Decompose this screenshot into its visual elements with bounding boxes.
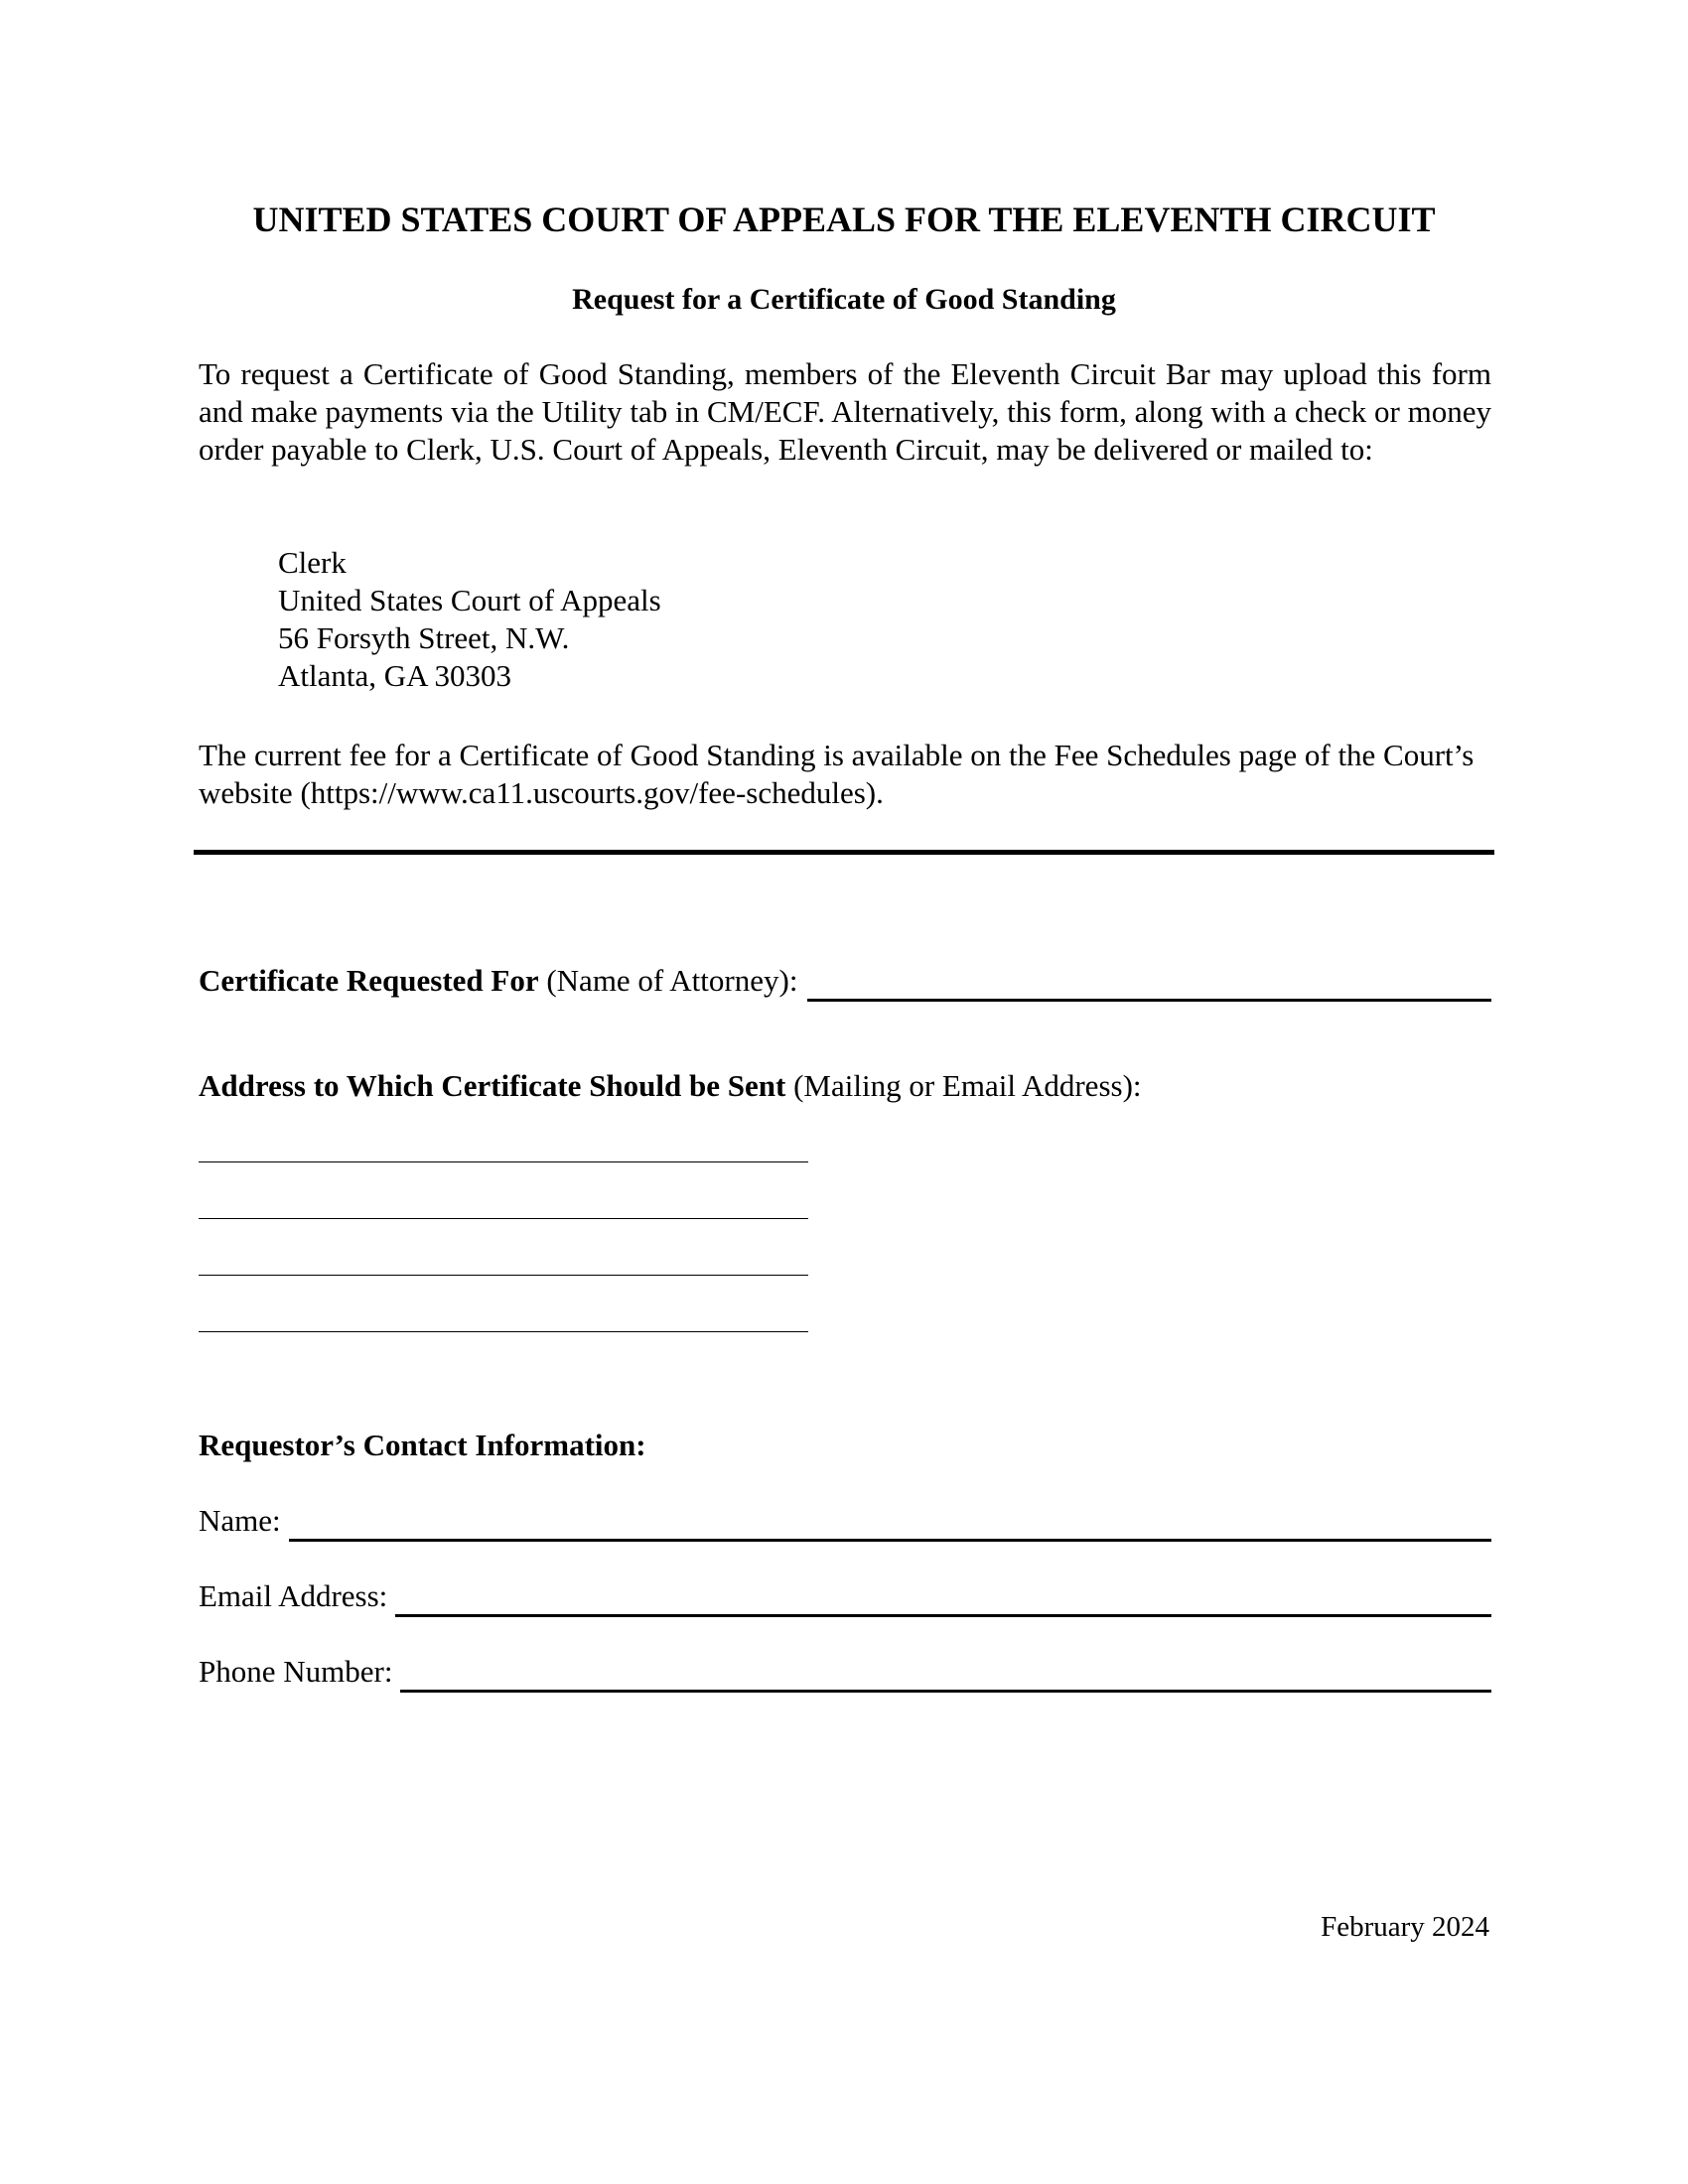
send-address-heading [199,1066,1142,1106]
contact-phone-label: Phone Number: [199,1654,393,1689]
contact-name-row [199,1501,1491,1542]
certificate-for-row [199,961,1491,1002]
revision-date: February 2024 [1321,1911,1489,1943]
contact-phone-row [199,1652,1491,1693]
send-address-label-normal: (Mailing or Email Address): [785,1068,1142,1103]
send-address-line-3[interactable] [199,1245,808,1276]
contact-email-row [199,1576,1491,1617]
fee-paragraph: The current fee for a Certificate of Good Standing is available on the Fee Schedules page of the Court’s website (https://www.ca11.uscourts.gov/fee-schedules). [199,738,1475,810]
form-subtitle: Request for a Certificate of Good Standing [572,283,1116,316]
contact-name-label: Name: [199,1503,281,1538]
page-title: UNITED STATES COURT OF APPEALS FOR THE ELEVENTH CIRCUIT [252,200,1436,239]
send-address-line-1[interactable] [199,1132,808,1162]
send-address-line-2[interactable] [199,1188,808,1219]
intro-paragraph: To request a Certificate of Good Standing, members of the Eleventh Circuit Bar may upload this form and make payments via the Utility tab in CM/ECF. Alternatively, this form, along with a check or money order payable to Clerk, U.S. Court of Appeals, Eleventh Circuit, may be delivered or mailed to: [199,356,1491,467]
address-line-street: 56 Forsyth Street, N.W. [278,620,570,655]
address-line-court: United States Court of Appeals [278,583,661,617]
address-line-clerk: Clerk [278,545,347,580]
certificate-for-label-normal: (Name of Attorney): [538,963,798,998]
send-address-line-4[interactable] [199,1301,808,1332]
address-line-city: Atlanta, GA 30303 [278,658,512,693]
contact-email-input[interactable] [395,1582,1491,1617]
contact-email-label: Email Address: [199,1578,388,1613]
contact-name-input[interactable] [289,1507,1491,1542]
contact-info-heading: Requestor’s Contact Information: [199,1428,646,1462]
section-divider [194,850,1494,855]
clerk-mailing-address [278,544,661,695]
send-address-label-bold: Address to Which Certificate Should be Sent [199,1068,786,1103]
attorney-name-input[interactable] [807,967,1491,1002]
contact-phone-input[interactable] [400,1658,1491,1693]
certificate-for-label-bold: Certificate Requested For [199,963,539,998]
